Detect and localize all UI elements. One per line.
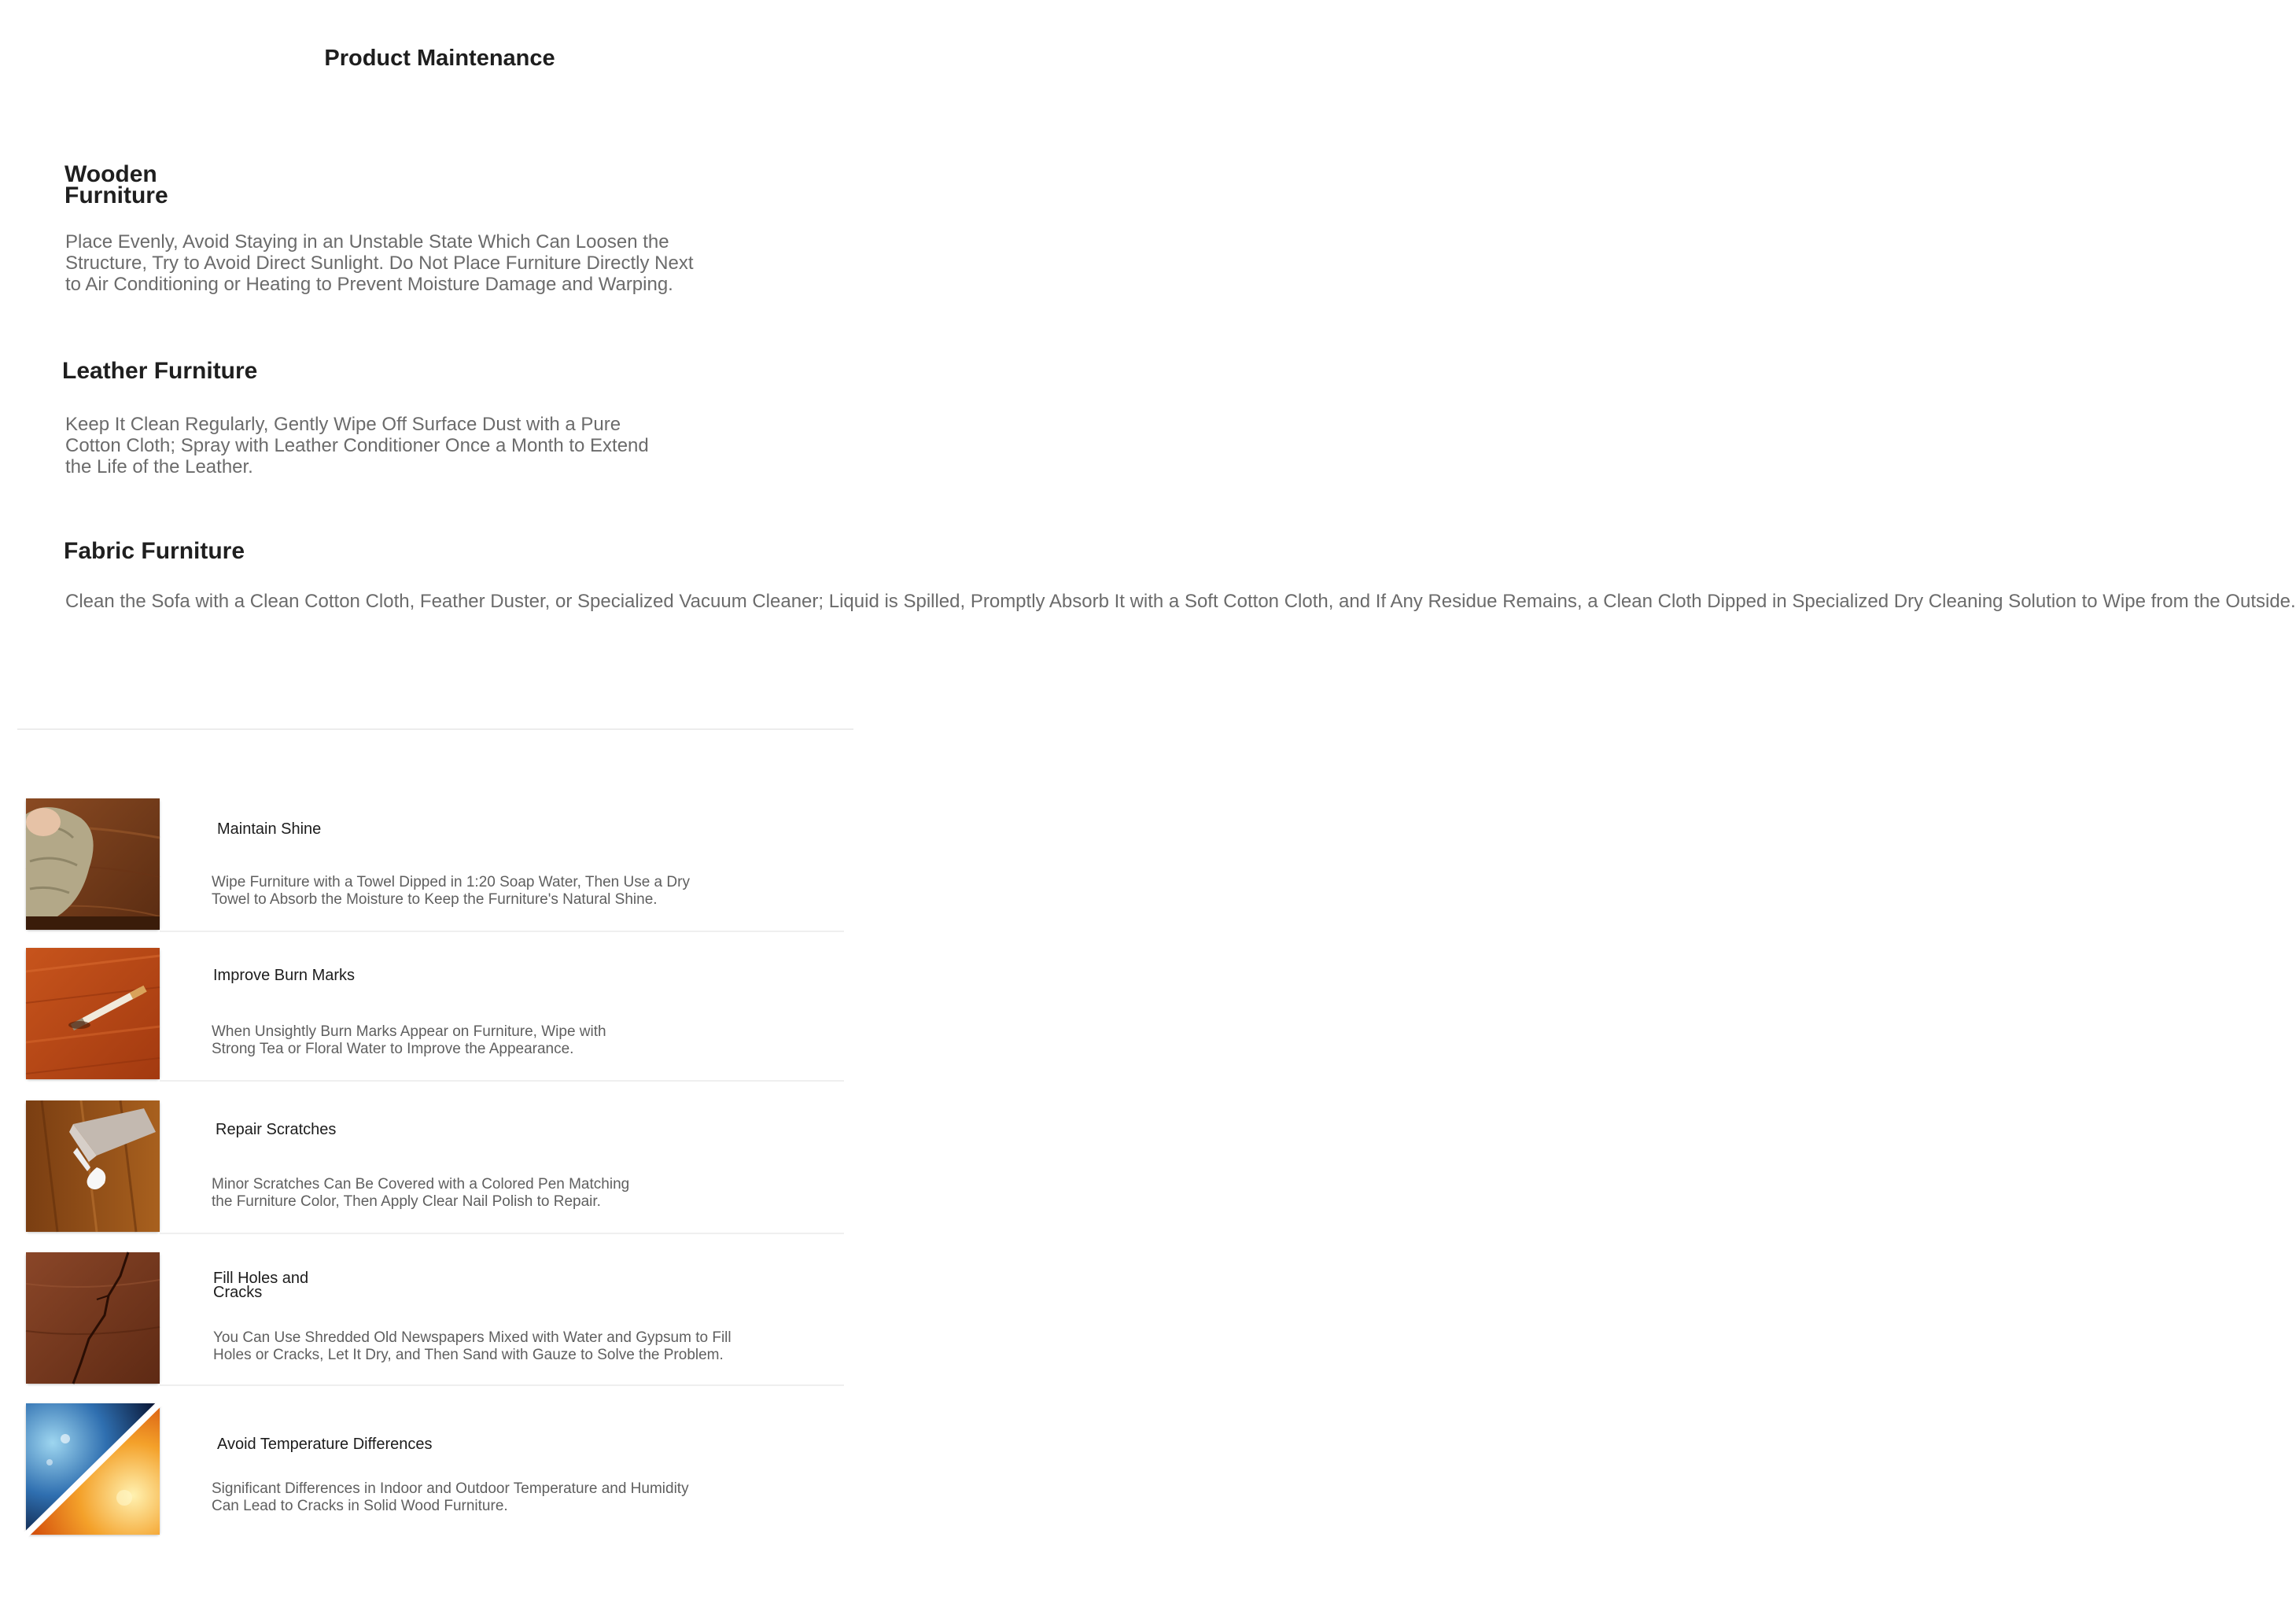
tip-repair-scratches: [0, 1100, 879, 1250]
towel-on-wood-image: [26, 798, 160, 930]
leather-furniture-title: Leather Furniture: [62, 358, 258, 384]
wooden-furniture-title: Wooden Furniture: [64, 161, 168, 208]
fabric-furniture-text: Clean the Sofa with a Clean Cotton Cloth, Feather Duster, or Specialized Vacuum Cleaner; Liquid is Spilled, Promptly Absorb It with a Soft Cotton Cloth, and If Any Residue Remains, a Clean Cloth Dipped in Specialized Dry Cleaning Solution to Wipe from the Outside.: [65, 591, 2296, 612]
fabric-furniture-title: Fabric Furniture: [64, 538, 245, 564]
tip-description: Significant Differences in Indoor and Outdoor Temperature and Humidity Can Lead to Cracks in Solid Wood Furniture.: [212, 1480, 689, 1514]
cracked-wood-image: [26, 1252, 160, 1384]
tip-divider: [160, 931, 844, 932]
page-title: Product Maintenance: [324, 46, 555, 71]
tip-description: When Unsightly Burn Marks Appear on Furniture, Wipe with Strong Tea or Floral Water to Improve the Appearance.: [212, 1023, 606, 1057]
section-divider: [17, 728, 853, 730]
tip-title: Avoid Temperature Differences: [217, 1436, 433, 1453]
wooden-furniture-text: Place Evenly, Avoid Staying in an Unstable State Which Can Loosen the Structure, Try to Avoid Direct Sunlight. Do Not Place Furniture Directly Next to Air Conditioning or Heating to Prevent Moisture Damage and Warping.: [65, 231, 694, 295]
tip-maintain-shine: [0, 798, 879, 948]
tip-fill-holes-and-cracks: [0, 1252, 879, 1402]
tip-title: Repair Scratches: [216, 1121, 337, 1138]
tip-description: You Can Use Shredded Old Newspapers Mixed with Water and Gypsum to Fill Holes or Cracks, Let It Dry, and Then Sand with Gauze to Solve the Problem.: [213, 1329, 732, 1363]
tip-divider: [160, 1233, 844, 1234]
hot-cold-image: [26, 1403, 160, 1535]
glue-tube-image: [26, 1100, 160, 1232]
tip-title: Fill Holes and Cracks: [213, 1270, 309, 1301]
tip-avoid-temperature-differences: [0, 1403, 879, 1553]
tip-divider: [160, 1080, 844, 1082]
tip-divider: [160, 1384, 844, 1386]
tip-improve-burn-marks: [0, 948, 879, 1097]
tip-title: Improve Burn Marks: [213, 967, 356, 984]
cigarette-burn-image: [26, 948, 160, 1079]
tip-title: Maintain Shine: [217, 820, 322, 838]
leather-furniture-text: Keep It Clean Regularly, Gently Wipe Off Surface Dust with a Pure Cotton Cloth; Spray with Leather Conditioner Once a Month to Extend the Life of the Leather.: [65, 414, 649, 477]
tip-description: Wipe Furniture with a Towel Dipped in 1:20 Soap Water, Then Use a Dry Towel to Absorb the Moisture to Keep the Furniture's Natural Shine.: [212, 874, 690, 908]
tip-description: Minor Scratches Can Be Covered with a Colored Pen Matching the Furniture Color, Then Apply Clear Nail Polish to Repair.: [212, 1176, 630, 1210]
